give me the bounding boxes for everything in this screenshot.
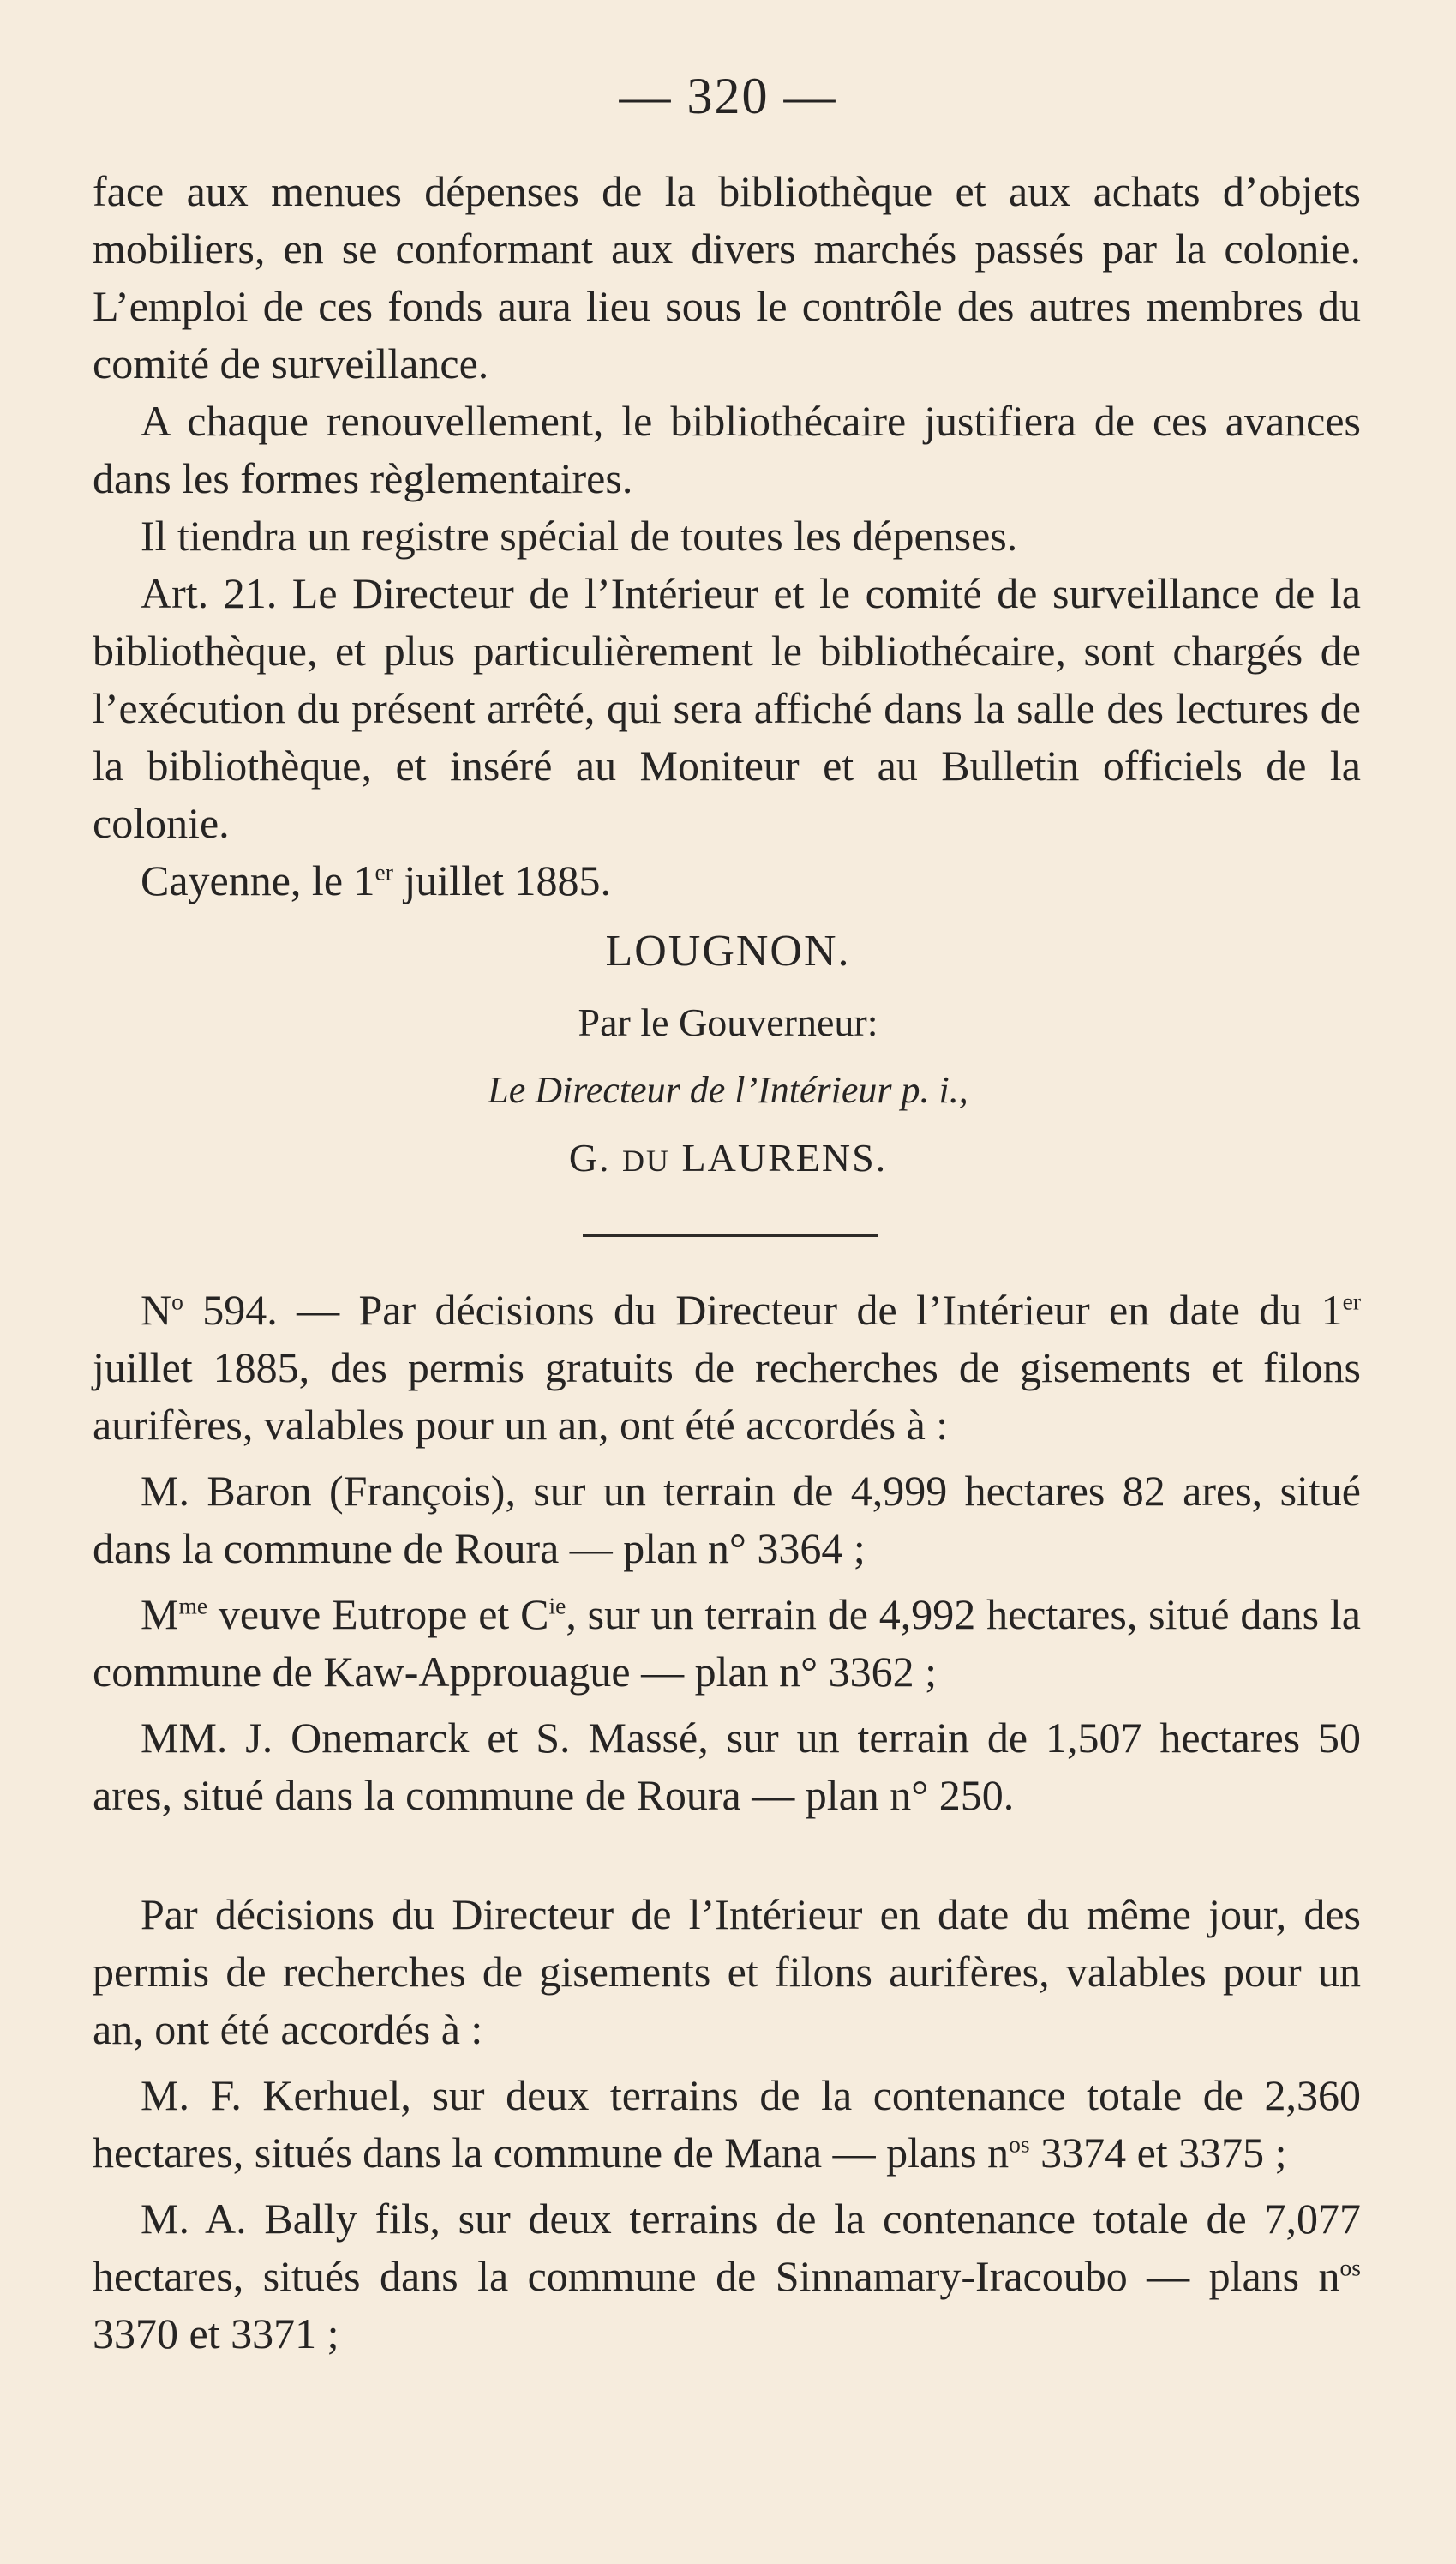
directeur-title: Le Directeur de l’Intérieur p. i., [488, 1069, 968, 1111]
decision-594 [93, 1282, 1361, 1824]
permit-eutrope: $M^{me}$ veuve Eutrope et $C^{ie}$, sur un terrain de 4,992 hectares, situé dans la commune de Kaw-Approuague — plan n° 3362 ; [93, 1590, 1361, 1696]
permit-kerhuel: M. F. Kerhuel, sur deux terrains de la contenance totale de 2,360 hectares, situés dans la commune de Mana — plans $n^{os}$ 3374 et 3375 ; [93, 2071, 1361, 2177]
par-le-gouverneur: Par le Gouverneur: [578, 1000, 878, 1044]
governor-name: LOUGNON. [605, 927, 851, 976]
permit-baron: M. Baron (François), sur un terrain de 4,999 hectares 82 ares, situé dans la commune de Roura — plan n° 3364 ; [93, 1467, 1361, 1572]
decision-same-day [93, 1886, 1361, 2363]
permit-onemarck: MM. J. Onemarck et S. Massé, sur un terrain de 1,507 hectares 50 ares, situé dans la commune de Roura — plan n° 250. [93, 1714, 1361, 1819]
paragraph-expenses: face aux menues dépenses de la bibliothèque et aux achats d’objets mobiliers, en se conformant aux divers marchés passés par la colonie. L’emploi de ces fonds aura lieu sous le contrôle des autres membres du comité de surveillance. [93, 167, 1361, 387]
arrete-continuation [93, 163, 1361, 910]
paragraph-article-21: Art. 21. Le Directeur de l’Intérieur et le comité de surveillance de la bibliothèque, et plus particulièrement le bibliothécaire, sont chargés de l’exécution du présent arrêté, qui sera affiché dans la salle des lectures de la bibliothèque, et inséré au Moniteur et au Bulletin officiels de la colonie. [93, 569, 1361, 847]
director-name: G. DU LAURENS. [568, 1136, 888, 1180]
signature-block [0, 926, 1456, 1180]
section-divider [583, 1234, 878, 1237]
decision-same-day-intro: Par décisions du Directeur de l’Intérieur en date du même jour, des permis de recherches de gisements et filons aurifères, valables pour un an, ont été accordés à : [93, 1890, 1361, 2053]
decision-594-intro: $N^o$ 594. — Par décisions du Directeur de l’Intérieur en date du 1er juillet 1885, des permis gratuits de recherches de gisements et filons aurifères, valables pour un an, ont été accordés à : [93, 1286, 1361, 1449]
paragraph-register: Il tiendra un registre spécial de toutes les dépenses. [141, 512, 1018, 560]
permit-bally: M. A. Bally fils, sur deux terrains de la contenance totale de 7,077 hectares, situés dans la commune de Sinnamary-Iracoubo — plans $n^{os}$ 3370 et 3371 ; [93, 2195, 1361, 2357]
date-line: Cayenne, le 1er juillet 1885. [141, 856, 612, 904]
page-number: — 320 — [619, 68, 837, 124]
paragraph-renewal: A chaque renouvellement, le bibliothécaire justifiera de ces avances dans les formes règlementaires. [93, 397, 1361, 502]
